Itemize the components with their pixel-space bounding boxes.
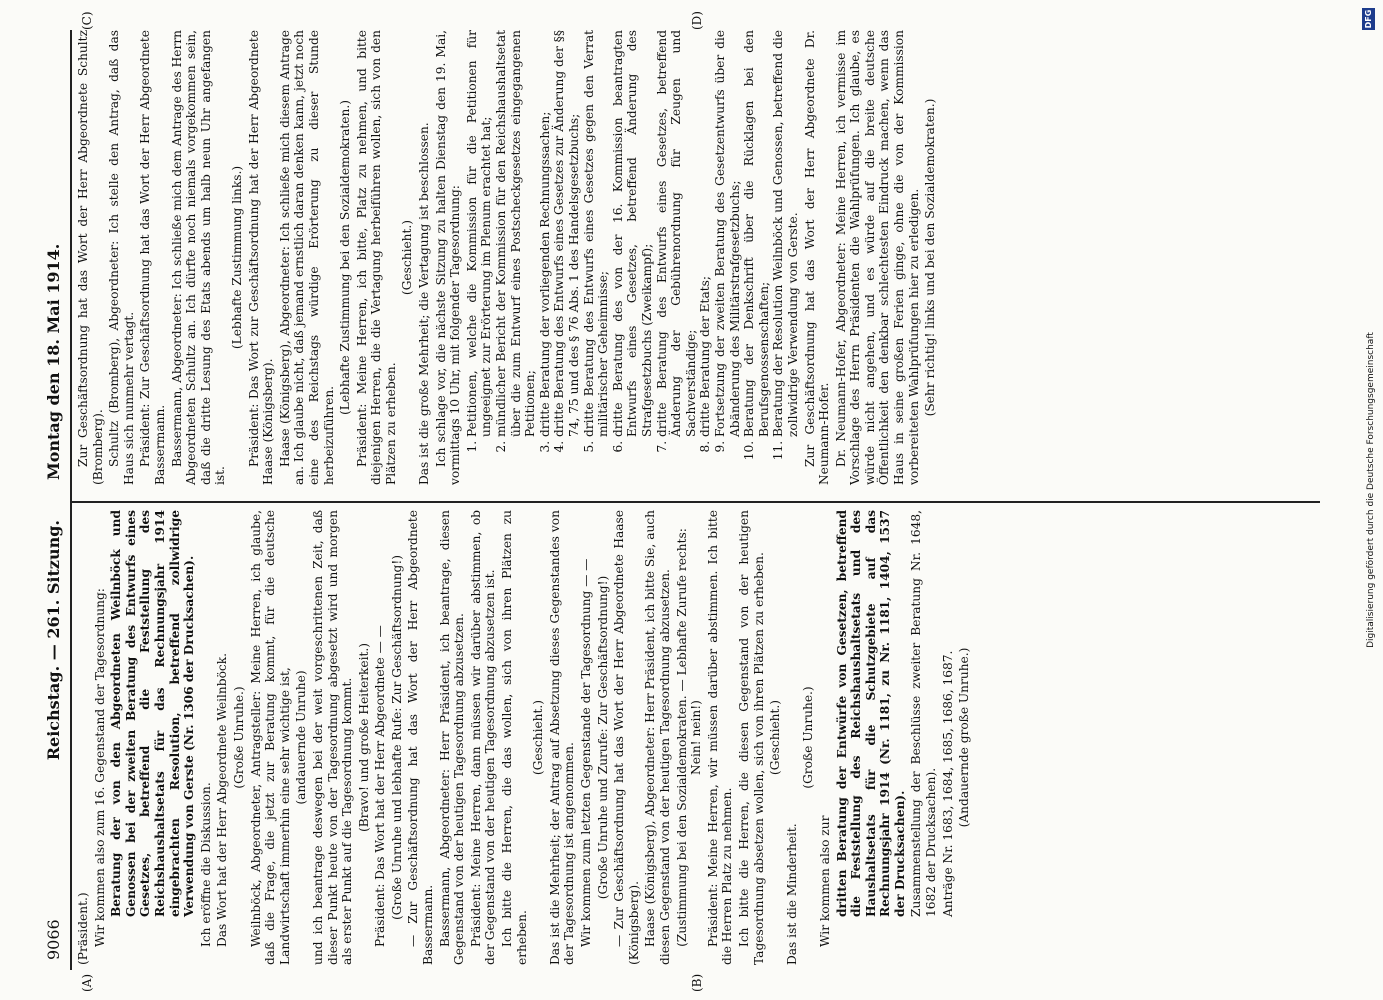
speech: Zur Geschäftsordnung hat das Wort der Herr Abgeordnete Schultz (Bromberg). (76, 30, 105, 485)
list-item: 4. dritte Beratung des Entwurfs eines Gesetzes zur Änderung der §§ 74, 75 und des § 76 Abs. 1 des Handelsgesetzbuchs; (552, 30, 581, 437)
speech: und ich beantrage deswegen bei der weit vorgeschrittenen Zeit, daß dieser Punkt heute von der Tagesordnung abgesetzt wird und morgen als erster Punkt auf die Tagesordnung kommt. (310, 510, 355, 965)
list-item: 1. Petitionen, welche die Kommission für die Petitionen für ungeeignet zur Erörterung im Plenum erachtet hat; (465, 30, 494, 437)
speech: Zur Geschäftsordnung hat das Wort der Herr Abgeordnete Dr. Neumann-Hofer. (802, 30, 832, 485)
header-right (42, 40, 66, 480)
list-item: 5. dritte Beratung des Entwurfs eines Gesetzes gegen den Verrat militärischer Geheimnisse; (582, 30, 611, 437)
speech: Das ist die Minderheit. (784, 823, 799, 965)
list-item: 7. dritte Beratung des Entwurfs eines Gesetzes, betreffend Änderung der Gebührenordnung für Zeugen und Sachverständige; (655, 30, 699, 437)
paragraph: Zusammenstellung der Beschlüsse zweiter Beratung Nr. 1648, 1682 der Drucksachen). (909, 510, 939, 917)
speech: Das ist die Mehrheit; der Antrag auf Absetzung dieses Gegenstandes von der Tagesordnung ist angenommen. (547, 510, 577, 965)
margin-marker-b: (B) (690, 973, 704, 992)
list-item: 3. dritte Beratung der vorliegenden Rechnungssachen; (538, 30, 553, 437)
speech: Weilnböck, Abgeordneter, Antragsteller: Meine Herren, ich glaube, daß die Frage, die jetzt zur Beratung kommt, für die deutsche Landwirtschaft immerhin eine sehr wichtige ist, (248, 510, 292, 965)
digitization-credit: Digitalisierung gefördert durch die Deutsche Forschungsgemeinschaft (1366, 332, 1376, 648)
speech: Dr. Neumann-Hofer, Abgeordneter: Meine Herren, ich vermisse im Vorschlage des Herrn Präsidenten die Wahlprüfungen. Ich glaube, es würde nicht angehen, und es würde auf die breite deutsche Öffentlichkeit den denkbar schlechtesten Eindruck machen, wenn das Haus in seine großen Ferien ginge, ohne die von der Kommission vorbereiteten Wahlprüfungen hier zu erledigen. (833, 30, 921, 485)
list-item: 2. mündlicher Bericht der Kommission für den Reichshaushaltsetat über die zum Entwurf eines Postscheckgesetzes eingegangenen Petitionen; (494, 30, 538, 437)
interjection: (Zustimmung bei den Sozialdemokraten. — Lebhafte Zurufe rechts: Nein! nein!) (674, 528, 704, 947)
speech: — Zur Geschäftsordnung hat das Wort der Herr Abgeordnete Haase (Königsberg). (612, 510, 641, 965)
paragraph: Ich eröffne die Diskussion. (198, 782, 213, 947)
interjection: (Geschieht.) (400, 219, 415, 296)
list-item: 8. dritte Beratung der Etats; (698, 30, 713, 437)
agenda-list (465, 30, 801, 485)
speech: Ich schlage vor, die nächste Sitzung zu halten Dienstag den 19. Mai, vormittags 10 Uhr, mit folgender Tagesordnung: (433, 30, 463, 485)
speech: Schultz (Bromberg), Abgeordneter: Ich stelle den Antrag, daß das Haus sich nunmehr vertagt. (107, 30, 136, 485)
list-item: 9. Fortsetzung der zweiten Beratung des Gesetzentwurfs über die Abänderung des Militärstrafgesetzbuchs; (713, 30, 742, 437)
speech: Präsident: Meine Herren, wir müssen darüber abstimmen. Ich bitte die Herren Platz zu nehmen. (705, 510, 735, 965)
speech: Wir kommen zum letzten Gegenstande der Tagesordnung — — (579, 558, 593, 947)
speech: Präsident: Meine Herren, dann müssen wir darüber abstimmen, ob der Gegenstand von der heutigen Tagesordnung abzusetzen ist. (468, 510, 498, 965)
interjection: (Lebhafte Zustimmung bei den Sozialdemokraten.) (338, 100, 353, 415)
agenda-item-heading: dritten Beratung der Entwürfe von Gesetzen, betreffend die Feststellung des Reichshaushaltsetats und des Haushaltsetats für die Schutzgebiete auf das Rechnungsjahr 1914 (Nr. 1181, zu Nr. 1181, 1404, 1537 der Drucksachen). (834, 510, 907, 917)
speech: Haase (Königsberg), Abgeordneter: Ich schließe mich diesem Antrage an. Ich glaube nicht, daß jemand ernstlich daran denken kann, jetzt noch eine des Reichstags würdige Erörterung zu dieser Stunde herbeizuführen. (277, 30, 336, 485)
speech: — Zur Geschäftsordnung hat das Wort der Herr Abgeordnete Bassermann. (406, 510, 436, 965)
interjection: (andauernde Unruhe) (294, 670, 309, 805)
header-left (42, 520, 66, 960)
speech: Ich bitte die Herren, die das wollen, sich von ihren Plätzen zu erheben. (500, 510, 529, 965)
page-number: 9066 (44, 919, 63, 960)
list-item: 6. dritte Beratung des von der 16. Kommission beantragten Entwurfs eines Gesetzes, betreffend Änderung des Strafgesetzbuchs (Zweikampf); (611, 30, 655, 437)
interjection: (Große Unruhe.) (801, 686, 816, 789)
speech: Das ist die große Mehrheit; die Vertagung ist beschlossen. (417, 122, 432, 485)
margin-marker-c: (C) (80, 11, 94, 30)
agenda-item-heading: Beratung der von den Abgeordneten Weilnböck und Genossen bei der zweiten Beratung des Entwurfs eines Gesetzes, betreffend die Feststellung des Reichshaushaltsetats für das Rechnungsjahr 1914 eingebrachten Resolution, betreffend zollwidrige Verwendung von Gerste (Nr. 1306 der Drucksachen). (109, 510, 197, 917)
interjection: (Sehr richtig! links und bei den Sozialdemokraten.) (923, 98, 938, 417)
paragraph: (Präsident.) (76, 892, 90, 965)
paragraph: Wir kommen also zum 16. Gegenstand der Tagesordnung: (92, 588, 107, 947)
interjection: (Geschieht.) (531, 699, 546, 776)
interjection: (Große Unruhe und Zurufe: Zur Geschäftsordnung!) (595, 575, 610, 900)
interjection: (Große Unruhe und lebhafte Rufe: Zur Geschäftsordnung!) (389, 554, 404, 921)
speech: Präsident: Das Wort zur Geschäftsordnung hat der Herr Abgeordnete Haase (Königsberg). (246, 30, 276, 485)
speech: Bassermann, Abgeordneter: Herr Präsident, ich beantrage, diesen Gegenstand von der heutigen Tagesordnung abzusetzen. (437, 510, 467, 965)
speech: Präsident: Zur Geschäftsordnung hat das Wort der Herr Abgeordnete Bassermann. (138, 30, 167, 485)
paragraph: Anträge Nr. 1683, 1684, 1685, 1686, 1687. (940, 650, 955, 917)
speech: Präsident: Das Wort hat der Herr Abgeordnete — — (373, 625, 388, 947)
speech: Bassermann, Abgeordneter: Ich schließe mich dem Antrage des Herrn Abgeordneten Schultz an. Ich dürfte noch niemals vorgekommen sein, daß die dritte Lesung des Etats abends um halb neun Uhr angefangen ist. (169, 30, 228, 485)
dfg-logo: DFG (1364, 9, 1373, 29)
right-running-title: Montag den 18. Mai 1914. (44, 243, 63, 480)
speech: Haase (Königsberg), Abgeordneter: Herr Präsident, ich bitte Sie, auch diesen Gegenstand von der heutigen Tagesordnung abzusetzen. (643, 510, 672, 965)
left-running-title: Reichstag. — 261. Sitzung. (44, 520, 63, 761)
right-column (76, 30, 940, 485)
margin-marker-a: (A) (80, 973, 94, 992)
interjection: (Große Unruhe.) (231, 686, 246, 789)
speech: Wir kommen also zur (817, 815, 832, 947)
header-rule (70, 30, 72, 970)
margin-marker-d: (D) (690, 11, 704, 30)
interjection: (Lebhafte Zustimmung links.) (229, 165, 244, 350)
paragraph: Das Wort hat der Herr Abgeordnete Weilnböck. (215, 652, 230, 947)
speech: Präsident: Meine Herren, ich bitte, Platz zu nehmen, und bitte diejenigen Herren, die die Vertagung herbeiführen wollen, sich von den Plätzen zu erheben. (354, 30, 398, 485)
list-item: 11. Beratung der Resolution Weilnböck und Genossen, betreffend die zollwidrige Verwendung von Gerste. (771, 30, 800, 437)
speech: Ich bitte die Herren, die diesen Gegenstand von der heutigen Tagesordnung absetzen wollen, sich von ihren Plätzen zu erheben. (736, 510, 766, 965)
left-column (76, 510, 974, 965)
list-item: 10. Beratung der Denkschrift über die Rücklagen bei den Berufsgenossenschaften; (742, 30, 771, 437)
interjection: (Andauernde große Unruhe.) (957, 647, 972, 828)
interjection: (Geschieht.) (768, 699, 783, 776)
interjection: (Bravo! und große Heiterkeit.) (356, 642, 371, 833)
column-divider (70, 501, 1320, 503)
